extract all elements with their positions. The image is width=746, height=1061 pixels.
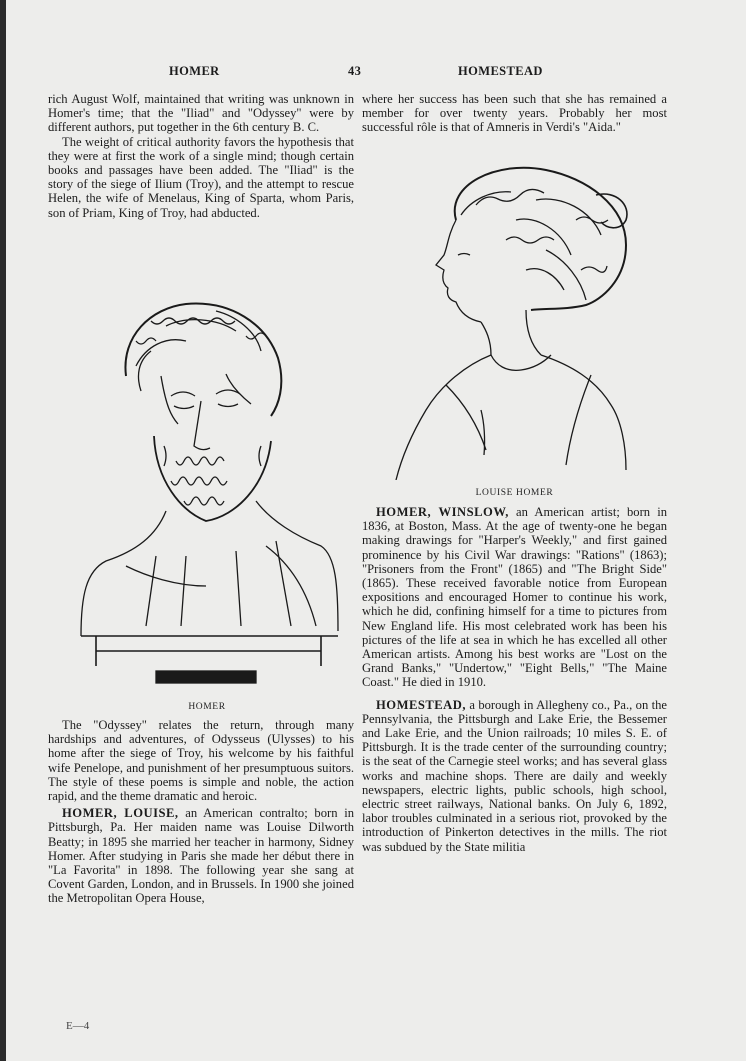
signature-mark: E—4 — [66, 1020, 90, 1032]
paragraph-louise-continued: where her success has been such that she has remained a member for over twenty years. Probably her most successful rôle is that of Amneris in Verdi's "Aida." — [362, 92, 667, 135]
right-column-top — [362, 92, 667, 135]
entry-louise-homer-text: an American contralto; born in Pittsburgh, Pa. Her maiden name was Louise Dilworth Beatty; in 1895 she married her teacher in harmony, Sidney Homer. After studying in Paris she made her début there in "La Favorita" in 1898. The following year she sang at Covent Garden, London, and in Brussels. In 1900 she joined the Metropolitan Opera House, — [48, 806, 354, 906]
caption-louise-homer: LOUISE HOMER — [475, 488, 554, 498]
entry-homestead — [362, 698, 667, 854]
left-column-top — [48, 92, 354, 220]
right-column-bottom — [362, 505, 667, 854]
entry-homestead-head: HOMESTEAD, — [376, 697, 467, 712]
entry-louise-homer-head: HOMER, LOUISE, — [62, 806, 179, 821]
left-column-bottom — [48, 718, 354, 906]
louise-homer-portrait — [386, 160, 636, 480]
entry-winslow-homer-text: an American artist; born in 1836, at Boston, Mass. At the age of twenty-one he began making drawings for "Harper's Weekly," and first gained prominence by his Civil War drawings: "Rations" (1863); "Prisoners from the Front" (1865) and "The Bright Side" (1865). These received favorable notice from European expositions and encouraged Homer to continue his work, which he did, confining himself for a time to pictures from New England life. His most celebrated work has been his pictures of the life at sea in which he has excelled all other American artists. Among his best works are "Lost on the Grand Banks," "Undertow," "Eight Bells," "The Maine Coast." He died in 1910. — [362, 505, 667, 690]
entry-winslow-homer — [362, 505, 667, 690]
paragraph-critical-authority: The weight of critical authority favors the hypothesis that they were at first the work of a single mind; though certain books and passages have been added. The "Iliad" is the story of the siege of Ilium (Troy), and the attempt to rescue Helen, the wife of Menelaus, King of Sparta, whom Paris, son of Priam, King of Troy, had abducted. — [48, 134, 354, 220]
paragraph-odyssey: The "Odyssey" relates the return, through many hardships and adventures, of Odysseus (Ulysses) to his home after the siege of Troy, his welcome by his faithful wife Penelope, and punishment of her presumptuous suitors. The style of these poems is simple and noble, the action rapid, and the theme dramatic and heroic. — [48, 718, 354, 804]
running-header-left: HOMER — [169, 64, 220, 78]
entry-winslow-homer-head: HOMER, WINSLOW, — [376, 505, 509, 519]
page-number: 43 — [348, 64, 362, 78]
book-page — [6, 0, 746, 1061]
paragraph-wolf: rich August Wolf, maintained that writing was unknown in Homer's time; that the "Iliad" and "Odyssey" were by different authors, put together in the 6th century B. C. — [48, 92, 354, 135]
entry-homestead-text: a borough in Allegheny co., Pa., on the Pennsylvania, the Pittsburgh and Lake Erie, the Bessemer and Lake Erie, and the Union railroads; 10 miles S. E. of Pittsburgh. It is the trade center of the surrounding country; is the seat of the Carnegie steel works; and has several glass works and machine shops. There are daily and weekly newspapers, electric lights, public schools, high school, electric street railways, National banks. On July 6, 1892, labor troubles culminated in a serious riot, provoked by the introduction of Pinkerton detectives in the mills. The riot was subdued by the State militia — [362, 697, 667, 854]
caption-homer: HOMER — [188, 702, 226, 712]
entry-louise-homer — [48, 806, 354, 905]
running-header-right: HOMESTEAD — [458, 64, 543, 78]
homer-bust-illustration — [66, 296, 348, 698]
